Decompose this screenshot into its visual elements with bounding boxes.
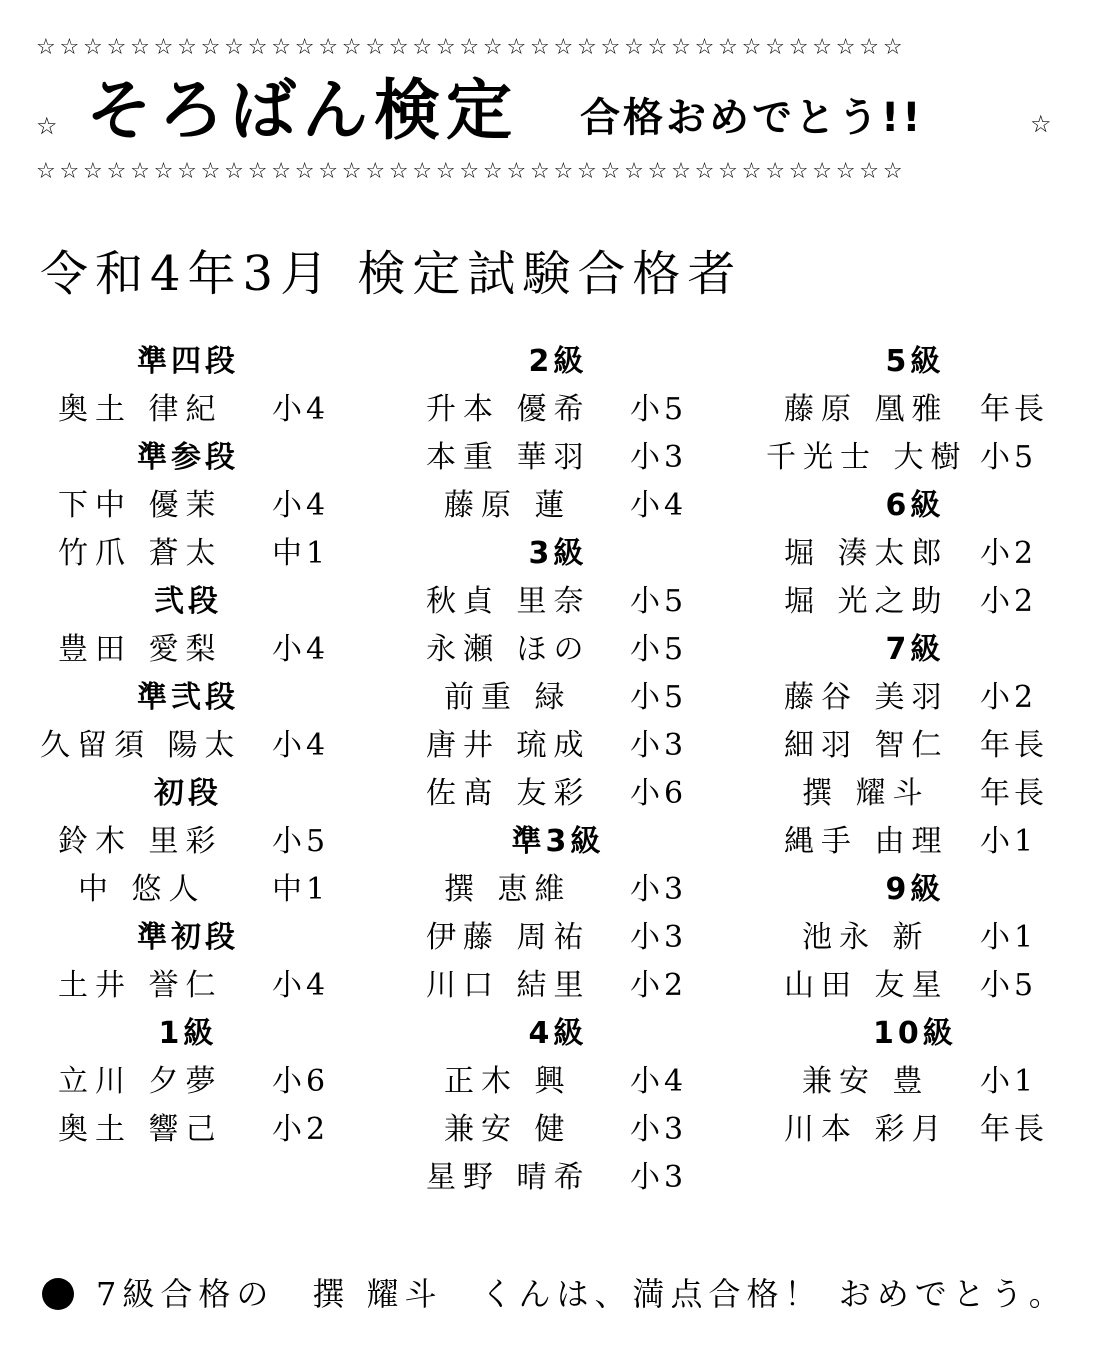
student-name: 藤谷 美羽 <box>784 680 949 715</box>
grade-heading: 準弐段 <box>137 680 239 715</box>
grade-heading: 5級 <box>885 344 945 379</box>
grade-heading-row <box>762 866 1062 914</box>
list-item <box>762 1106 1062 1154</box>
grade-heading: 6級 <box>885 488 945 523</box>
list-item <box>420 1154 700 1202</box>
school-year: 小4 <box>272 728 330 763</box>
grade-heading-row <box>40 578 340 626</box>
school-year: 小6 <box>272 1064 330 1099</box>
grade-heading: 準四段 <box>137 344 239 379</box>
list-item <box>420 482 700 530</box>
grade-heading-row <box>40 434 340 482</box>
school-year: 小3 <box>630 920 688 955</box>
list-item <box>420 722 700 770</box>
grade-heading-row <box>762 1010 1062 1058</box>
list-item <box>40 866 340 914</box>
list-item <box>762 770 1062 818</box>
school-year: 小1 <box>980 920 1038 955</box>
grade-heading: 9級 <box>885 872 945 907</box>
student-name: 升本 優希 <box>426 392 591 427</box>
list-item <box>40 386 340 434</box>
school-year: 小4 <box>272 392 330 427</box>
student-name: 久留須 陽太 <box>40 728 242 763</box>
school-year: 小5 <box>630 392 688 427</box>
list-item <box>420 770 700 818</box>
student-name: 正木 興 <box>444 1064 572 1099</box>
student-name: 佐髙 友彩 <box>426 776 591 811</box>
bullet-icon <box>42 1278 74 1310</box>
congrats-subtitle: 合格おめでとう!! <box>580 95 924 141</box>
list-item <box>762 914 1062 962</box>
grade-heading-row <box>40 674 340 722</box>
school-year: 小5 <box>980 440 1038 475</box>
student-name: 唐井 琉成 <box>426 728 591 763</box>
list-item <box>762 434 1062 482</box>
list-item <box>420 626 700 674</box>
grade-heading-row <box>40 770 340 818</box>
grade-heading-row <box>420 530 700 578</box>
school-year: 小4 <box>272 632 330 667</box>
grade-heading: 準3級 <box>511 824 605 859</box>
school-year: 小2 <box>272 1112 330 1147</box>
list-item <box>420 914 700 962</box>
school-year: 小5 <box>980 968 1038 1003</box>
school-year: 小4 <box>272 968 330 1003</box>
school-year: 小2 <box>980 536 1038 571</box>
list-item <box>762 818 1062 866</box>
grade-heading-row <box>762 626 1062 674</box>
star-icon: ☆ <box>36 112 58 140</box>
school-year: 小3 <box>630 1160 688 1195</box>
student-name: 星野 晴希 <box>426 1160 591 1195</box>
list-item <box>40 722 340 770</box>
student-name: 山田 友星 <box>784 968 949 1003</box>
list-item <box>420 1058 700 1106</box>
list-item <box>420 962 700 1010</box>
student-name: 堀 光之助 <box>784 584 949 619</box>
grade-heading: 2級 <box>528 344 588 379</box>
grade-heading-row <box>420 1010 700 1058</box>
student-name: 本重 華羽 <box>426 440 591 475</box>
grade-heading-row <box>40 338 340 386</box>
list-item <box>762 578 1062 626</box>
results-column-3 <box>762 338 1062 1154</box>
list-item <box>40 626 340 674</box>
list-item <box>420 386 700 434</box>
student-name: 藤原 蓮 <box>444 488 572 523</box>
star-border-bottom: ☆☆☆☆☆☆☆☆☆☆☆☆☆☆☆☆☆☆☆☆☆☆☆☆☆☆☆☆☆☆☆☆☆☆☆☆☆ <box>36 159 907 184</box>
student-name: 川本 彩月 <box>784 1112 949 1147</box>
student-name: 土井 誉仁 <box>58 968 223 1003</box>
grade-heading-row <box>762 482 1062 530</box>
school-year: 年長 <box>980 1112 1048 1147</box>
school-year: 小5 <box>630 680 688 715</box>
school-year: 年長 <box>980 776 1048 811</box>
results-column-2 <box>420 338 700 1202</box>
school-year: 小3 <box>630 728 688 763</box>
star-icon: ☆ <box>1030 110 1052 138</box>
grade-heading-row <box>420 338 700 386</box>
student-name: 下中 優茉 <box>58 488 223 523</box>
student-name: 伊藤 周祐 <box>426 920 591 955</box>
grade-heading: 準参段 <box>137 440 239 475</box>
list-item <box>762 722 1062 770</box>
footer-note: 7級合格の 撰 耀斗 くんは、満点合格！ おめでとう。 <box>96 1275 1067 1313</box>
school-year: 小5 <box>630 584 688 619</box>
school-year: 小4 <box>272 488 330 523</box>
list-item <box>762 530 1062 578</box>
grade-heading: 1級 <box>158 1016 218 1051</box>
exam-heading: 令和4年3月 検定試験合格者 <box>40 246 743 302</box>
student-name: 鈴木 里彩 <box>58 824 223 859</box>
student-name: 藤原 凰雅 <box>784 392 949 427</box>
grade-heading: 10級 <box>873 1016 957 1051</box>
student-name: 兼安 豊 <box>802 1064 930 1099</box>
school-year: 年長 <box>980 728 1048 763</box>
grade-heading: 4級 <box>528 1016 588 1051</box>
student-name: 堀 湊太郎 <box>784 536 949 571</box>
list-item <box>420 866 700 914</box>
school-year: 小1 <box>980 1064 1038 1099</box>
list-item <box>40 530 340 578</box>
school-year: 小2 <box>980 680 1038 715</box>
school-year: 小1 <box>980 824 1038 859</box>
school-year: 中1 <box>272 536 330 571</box>
grade-heading-row <box>40 1010 340 1058</box>
student-name: 川口 結里 <box>426 968 591 1003</box>
list-item <box>40 482 340 530</box>
grade-heading: 初段 <box>154 776 222 811</box>
school-year: 中1 <box>272 872 330 907</box>
student-name: 池永 新 <box>802 920 930 955</box>
grade-heading-row <box>420 818 700 866</box>
grade-heading-row <box>40 914 340 962</box>
student-name: 中 悠人 <box>78 872 206 907</box>
main-title: そろばん検定 <box>86 72 518 149</box>
school-year: 小2 <box>630 968 688 1003</box>
list-item <box>420 434 700 482</box>
student-name: 千光士 大樹 <box>766 440 968 475</box>
student-name: 前重 緑 <box>444 680 572 715</box>
school-year: 小3 <box>630 1112 688 1147</box>
school-year: 小5 <box>272 824 330 859</box>
student-name: 豊田 愛梨 <box>58 632 223 667</box>
school-year: 小4 <box>630 1064 688 1099</box>
list-item <box>762 674 1062 722</box>
list-item <box>420 1106 700 1154</box>
student-name: 縄手 由理 <box>784 824 949 859</box>
student-name: 奥土 響己 <box>58 1112 223 1147</box>
grade-heading: 3級 <box>528 536 588 571</box>
list-item <box>420 674 700 722</box>
grade-heading: 準初段 <box>137 920 239 955</box>
list-item <box>40 1058 340 1106</box>
student-name: 細羽 智仁 <box>784 728 949 763</box>
student-name: 兼安 健 <box>444 1112 572 1147</box>
school-year: 小3 <box>630 440 688 475</box>
student-name: 永瀬 ほの <box>426 632 591 667</box>
student-name: 秋貞 里奈 <box>426 584 591 619</box>
star-border-top: ☆☆☆☆☆☆☆☆☆☆☆☆☆☆☆☆☆☆☆☆☆☆☆☆☆☆☆☆☆☆☆☆☆☆☆☆☆ <box>36 35 907 60</box>
student-name: 竹爪 蒼太 <box>58 536 223 571</box>
student-name: 奥土 律紀 <box>58 392 223 427</box>
school-year: 小3 <box>630 872 688 907</box>
list-item <box>762 1058 1062 1106</box>
school-year: 小5 <box>630 632 688 667</box>
list-item <box>762 962 1062 1010</box>
student-name: 立川 夕夢 <box>58 1064 223 1099</box>
grade-heading-row <box>762 338 1062 386</box>
grade-heading: 弐段 <box>154 584 222 619</box>
student-name: 撰 恵維 <box>444 872 572 907</box>
school-year: 小6 <box>630 776 688 811</box>
school-year: 小2 <box>980 584 1038 619</box>
results-column-1 <box>40 338 340 1154</box>
grade-heading: 7級 <box>885 632 945 667</box>
list-item <box>40 962 340 1010</box>
list-item <box>762 386 1062 434</box>
school-year: 小4 <box>630 488 688 523</box>
school-year: 年長 <box>980 392 1048 427</box>
list-item <box>40 818 340 866</box>
list-item <box>40 1106 340 1154</box>
list-item <box>420 578 700 626</box>
student-name: 撰 耀斗 <box>802 776 930 811</box>
